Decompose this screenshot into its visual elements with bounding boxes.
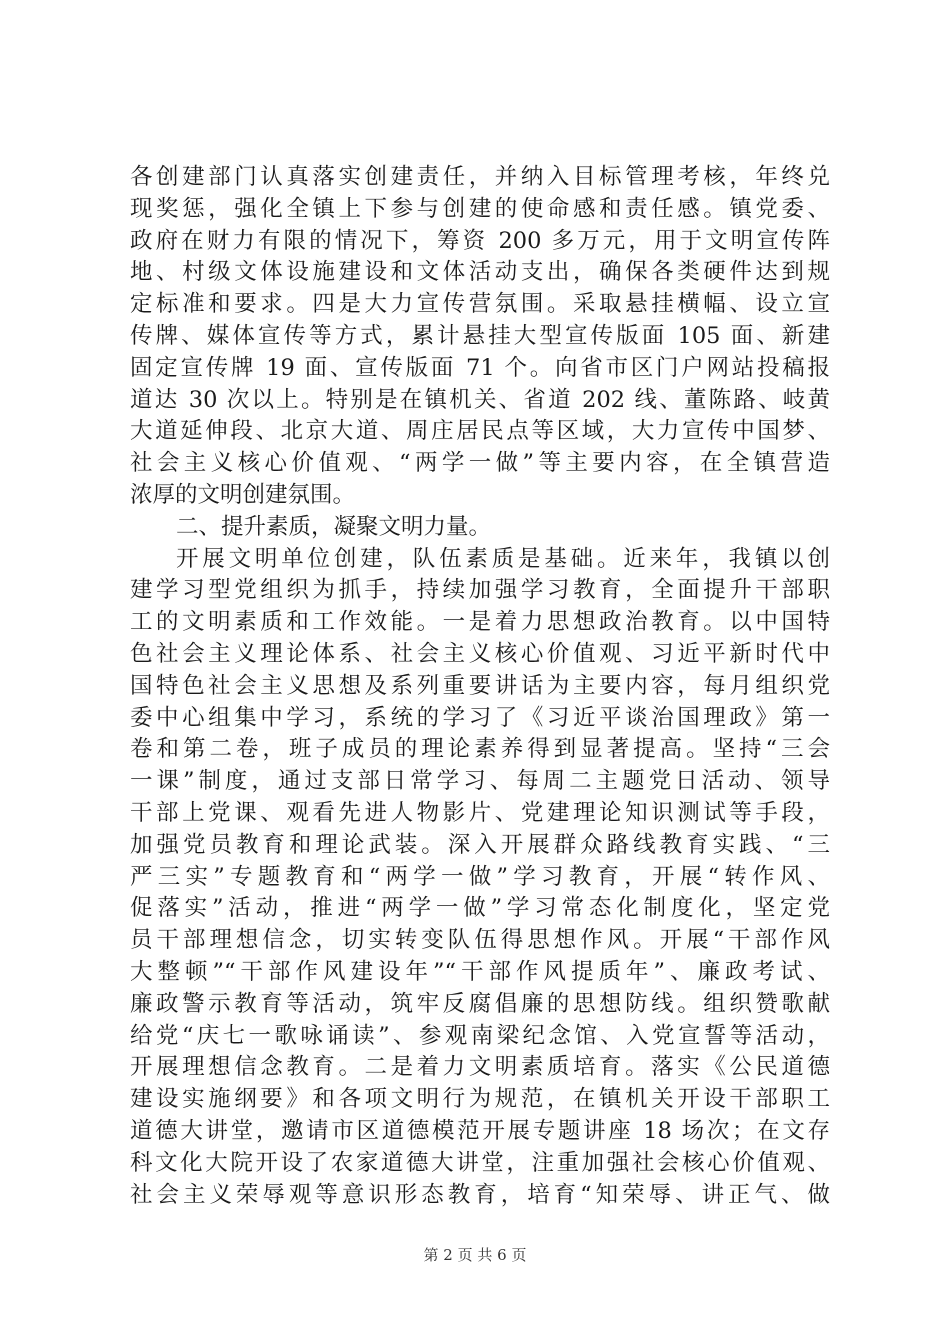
text-line: 工的文明素质和工作效能。一是着力思想政治教育。以中国特	[130, 609, 830, 636]
text-line: 促落实”活动，推进“两学一做”学习常态化制度化，坚定党	[130, 895, 830, 922]
text-line: 开展理想信念教育。二是着力文明素质培育。落实《公民道德	[130, 1054, 830, 1081]
text-line: 一课”制度，通过支部日常学习、每周二主题党日活动、领导	[130, 768, 830, 795]
text-line: 道德大讲堂，邀请市区道德模范开展专题讲座 18 场次；在文存	[130, 1117, 830, 1144]
text-line: 固定宣传牌 19 面、宣传版面 71 个。向省市区门户网站投稿报	[130, 354, 830, 381]
text-line: 浓厚的文明创建氛围。	[130, 481, 356, 508]
text-line: 定标准和要求。四是大力宣传营氛围。采取悬挂横幅、设立宣	[130, 291, 830, 318]
page-number-footer: 第 2 页 共 6 页	[423, 1246, 527, 1264]
text-line: 廉政警示教育等活动，筑牢反腐倡廉的思想防线。组织赞歌献	[130, 990, 830, 1017]
text-line: 大道延伸段、北京大道、周庄居民点等区域，大力宣传中国梦、	[130, 418, 830, 445]
text-line: 建学习型党组织为抓手，持续加强学习教育，全面提升干部职	[130, 577, 830, 604]
document-body	[130, 162, 830, 1211]
text-line: 各创建部门认真落实创建责任，并纳入目标管理考核，年终兑	[130, 164, 830, 190]
text-line: 社会主义荣辱观等意识形态教育，培育“知荣辱、讲正气、做	[130, 1181, 830, 1208]
text-line: 给党“庆七一歌咏诵读”、参观南梁纪念馆、入党宣誓等活动，	[130, 1022, 830, 1049]
text-line: 政府在财力有限的情况下，筹资 200 多万元，用于文明宣传阵	[130, 227, 830, 254]
text-line: 科文化大院开设了农家道德大讲堂，注重加强社会核心价值观、	[130, 1149, 830, 1176]
text-line: 建设实施纲要》和各项文明行为规范，在镇机关开设干部职工	[130, 1086, 830, 1113]
text-line: 现奖惩，强化全镇上下参与创建的使命感和责任感。镇党委、	[130, 195, 830, 222]
text-line: 道达 30 次以上。特别是在镇机关、省道 202 线、董陈路、岐黄	[130, 386, 830, 413]
text-line: 员干部理想信念，切实转变队伍得思想作风。开展“干部作风	[130, 927, 830, 954]
text-line: 社会主义核心价值观、“两学一做”等主要内容，在全镇营造	[130, 450, 830, 477]
text-line: 开展文明单位创建，队伍素质是基础。近来年，我镇以创	[176, 545, 830, 572]
text-line: 卷和第二卷，班子成员的理论素养得到显著提高。坚持“三会	[130, 736, 830, 763]
text-line: 严三实”专题教育和“两学一做”学习教育，开展“转作风、	[130, 863, 830, 890]
text-line: 色社会主义理论体系、社会主义核心价值观、习近平新时代中	[130, 640, 830, 667]
text-line: 干部上党课、观看先进人物影片、党建理论知识测试等手段，	[130, 799, 830, 826]
text-line: 国特色社会主义思想及系列重要讲话为主要内容，每月组织党	[130, 672, 830, 699]
text-line: 传牌、媒体宣传等方式，累计悬挂大型宣传版面 105 面、新建	[130, 322, 830, 349]
text-line: 地、村级文体设施建设和文体活动支出，确保各类硬件达到规	[130, 259, 830, 286]
text-line: 委中心组集中学习，系统的学习了《习近平谈治国理政》第一	[130, 704, 830, 731]
text-line: 二、提升素质，凝聚文明力量。	[176, 513, 492, 540]
text-line: 大整顿”“干部作风建设年”“干部作风提质年”、廉政考试、	[130, 958, 830, 985]
text-line: 加强党员教育和理论武装。深入开展群众路线教育实践、“三	[130, 831, 830, 858]
